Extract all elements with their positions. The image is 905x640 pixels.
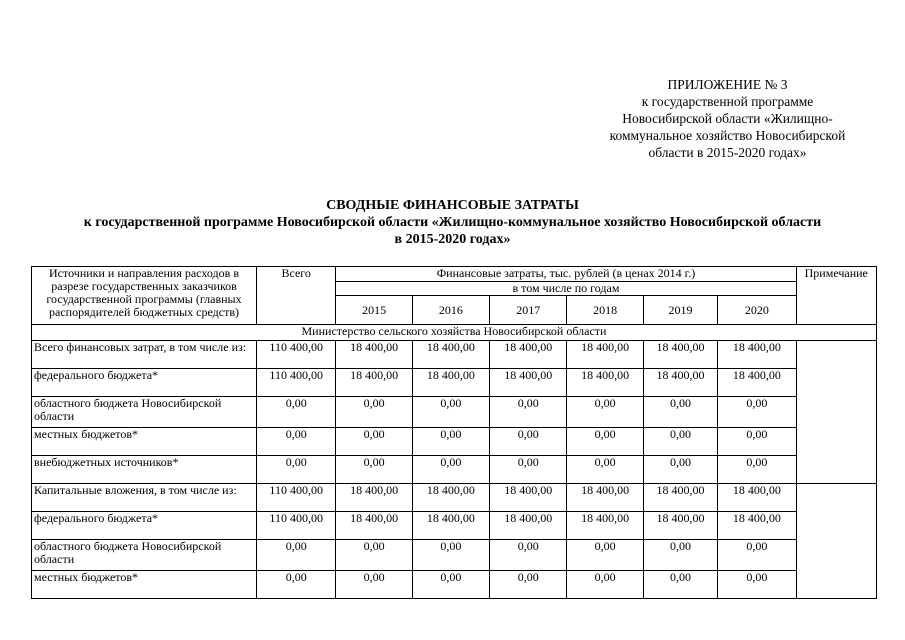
header-year: 2016 bbox=[412, 296, 489, 325]
header-sources: Источники и направления расходов в разрезе государственных заказчиков государственной программы (главных распорядителей бюджетных средств) bbox=[32, 267, 257, 325]
appendix-line: области в 2015-2020 годах» bbox=[648, 145, 807, 160]
row-year-value: 0,00 bbox=[490, 540, 567, 571]
row-year-value: 0,00 bbox=[718, 428, 796, 456]
document-title bbox=[30, 197, 875, 248]
header-costs: Финансовые затраты, тыс. рублей (в ценах 2014 г.) bbox=[336, 267, 796, 282]
table-row bbox=[32, 571, 877, 599]
row-year-value: 18 400,00 bbox=[490, 484, 567, 512]
row-year-value: 0,00 bbox=[336, 571, 412, 599]
row-year-value: 0,00 bbox=[718, 540, 796, 571]
row-label: местных бюджетов* bbox=[32, 571, 257, 599]
row-year-value: 0,00 bbox=[567, 428, 643, 456]
table-row bbox=[32, 397, 877, 428]
row-year-value: 0,00 bbox=[643, 428, 717, 456]
row-year-value: 18 400,00 bbox=[643, 512, 717, 540]
table-row bbox=[32, 369, 877, 397]
row-year-value: 0,00 bbox=[643, 540, 717, 571]
header-year: 2020 bbox=[718, 296, 796, 325]
row-year-value: 18 400,00 bbox=[718, 512, 796, 540]
row-year-value: 0,00 bbox=[490, 456, 567, 484]
row-total: 110 400,00 bbox=[257, 369, 336, 397]
appendix-line: к государственной программе bbox=[641, 94, 814, 109]
table-row bbox=[32, 341, 877, 369]
header-by-years: в том числе по годам bbox=[336, 282, 796, 296]
row-total: 0,00 bbox=[257, 397, 336, 428]
header-year: 2019 bbox=[643, 296, 717, 325]
row-year-value: 0,00 bbox=[718, 397, 796, 428]
table-row bbox=[32, 428, 877, 456]
row-year-value: 18 400,00 bbox=[718, 369, 796, 397]
header-row bbox=[32, 267, 877, 282]
row-total: 0,00 bbox=[257, 428, 336, 456]
row-total: 0,00 bbox=[257, 540, 336, 571]
appendix-header bbox=[590, 76, 865, 161]
title-line: к государственной программе Новосибирской области «Жилищно-коммунальное хозяйство Новосибирской области bbox=[83, 215, 822, 230]
row-label: Капитальные вложения, в том числе из: bbox=[32, 484, 257, 512]
row-year-value: 18 400,00 bbox=[336, 484, 412, 512]
row-year-value: 0,00 bbox=[567, 397, 643, 428]
row-note bbox=[796, 484, 876, 599]
row-year-value: 0,00 bbox=[490, 571, 567, 599]
row-total: 0,00 bbox=[257, 456, 336, 484]
row-year-value: 18 400,00 bbox=[490, 369, 567, 397]
row-label: местных бюджетов* bbox=[32, 428, 257, 456]
row-total: 110 400,00 bbox=[257, 484, 336, 512]
row-year-value: 0,00 bbox=[412, 540, 489, 571]
row-year-value: 0,00 bbox=[412, 571, 489, 599]
table-row bbox=[32, 484, 877, 512]
financial-costs-table bbox=[31, 266, 877, 599]
header-note: Примечание bbox=[796, 267, 876, 325]
row-year-value: 0,00 bbox=[567, 456, 643, 484]
row-year-value: 0,00 bbox=[643, 571, 717, 599]
appendix-line: коммунальное хозяйство Новосибирской bbox=[609, 128, 846, 143]
header-total: Всего bbox=[257, 267, 336, 325]
row-total: 0,00 bbox=[257, 571, 336, 599]
row-year-value: 0,00 bbox=[718, 456, 796, 484]
row-total: 110 400,00 bbox=[257, 341, 336, 369]
row-year-value: 18 400,00 bbox=[490, 341, 567, 369]
row-label: федерального бюджета* bbox=[32, 369, 257, 397]
section-title: Министерство сельского хозяйства Новосибирской области bbox=[32, 325, 877, 341]
row-year-value: 18 400,00 bbox=[718, 484, 796, 512]
row-year-value: 18 400,00 bbox=[412, 484, 489, 512]
row-year-value: 18 400,00 bbox=[643, 369, 717, 397]
row-year-value: 18 400,00 bbox=[643, 341, 717, 369]
row-year-value: 0,00 bbox=[412, 428, 489, 456]
row-year-value: 18 400,00 bbox=[336, 512, 412, 540]
row-year-value: 18 400,00 bbox=[643, 484, 717, 512]
header-year: 2015 bbox=[336, 296, 412, 325]
row-year-value: 0,00 bbox=[336, 540, 412, 571]
row-year-value: 18 400,00 bbox=[567, 341, 643, 369]
row-year-value: 0,00 bbox=[567, 571, 643, 599]
row-year-value: 0,00 bbox=[490, 428, 567, 456]
row-year-value: 0,00 bbox=[336, 397, 412, 428]
row-label: внебюджетных источников* bbox=[32, 456, 257, 484]
appendix-line: Новосибирской области «Жилищно- bbox=[622, 111, 833, 126]
row-note bbox=[796, 341, 876, 484]
table-row bbox=[32, 512, 877, 540]
row-label: Всего финансовых затрат, в том числе из: bbox=[32, 341, 257, 369]
row-year-value: 0,00 bbox=[412, 456, 489, 484]
row-year-value: 0,00 bbox=[412, 397, 489, 428]
row-year-value: 0,00 bbox=[643, 397, 717, 428]
row-year-value: 18 400,00 bbox=[412, 341, 489, 369]
row-total: 110 400,00 bbox=[257, 512, 336, 540]
row-year-value: 0,00 bbox=[567, 540, 643, 571]
row-year-value: 0,00 bbox=[718, 571, 796, 599]
title-line: СВОДНЫЕ ФИНАНСОВЫЕ ЗАТРАТЫ bbox=[326, 198, 579, 213]
row-year-value: 0,00 bbox=[643, 456, 717, 484]
row-label: областного бюджета Новосибирской области bbox=[32, 540, 257, 571]
table-row bbox=[32, 540, 877, 571]
row-year-value: 18 400,00 bbox=[718, 341, 796, 369]
row-year-value: 18 400,00 bbox=[412, 369, 489, 397]
appendix-line: ПРИЛОЖЕНИЕ № 3 bbox=[667, 77, 788, 92]
row-label: федерального бюджета* bbox=[32, 512, 257, 540]
row-year-value: 18 400,00 bbox=[567, 369, 643, 397]
header-year: 2018 bbox=[567, 296, 643, 325]
row-label: областного бюджета Новосибирской области bbox=[32, 397, 257, 428]
row-year-value: 18 400,00 bbox=[336, 341, 412, 369]
title-line: в 2015-2020 годах» bbox=[394, 232, 511, 247]
row-year-value: 18 400,00 bbox=[336, 369, 412, 397]
row-year-value: 18 400,00 bbox=[490, 512, 567, 540]
section-row bbox=[32, 325, 877, 341]
row-year-value: 0,00 bbox=[336, 428, 412, 456]
row-year-value: 18 400,00 bbox=[412, 512, 489, 540]
row-year-value: 0,00 bbox=[336, 456, 412, 484]
table-row bbox=[32, 456, 877, 484]
row-year-value: 18 400,00 bbox=[567, 484, 643, 512]
row-year-value: 0,00 bbox=[490, 397, 567, 428]
header-year: 2017 bbox=[490, 296, 567, 325]
row-year-value: 18 400,00 bbox=[567, 512, 643, 540]
